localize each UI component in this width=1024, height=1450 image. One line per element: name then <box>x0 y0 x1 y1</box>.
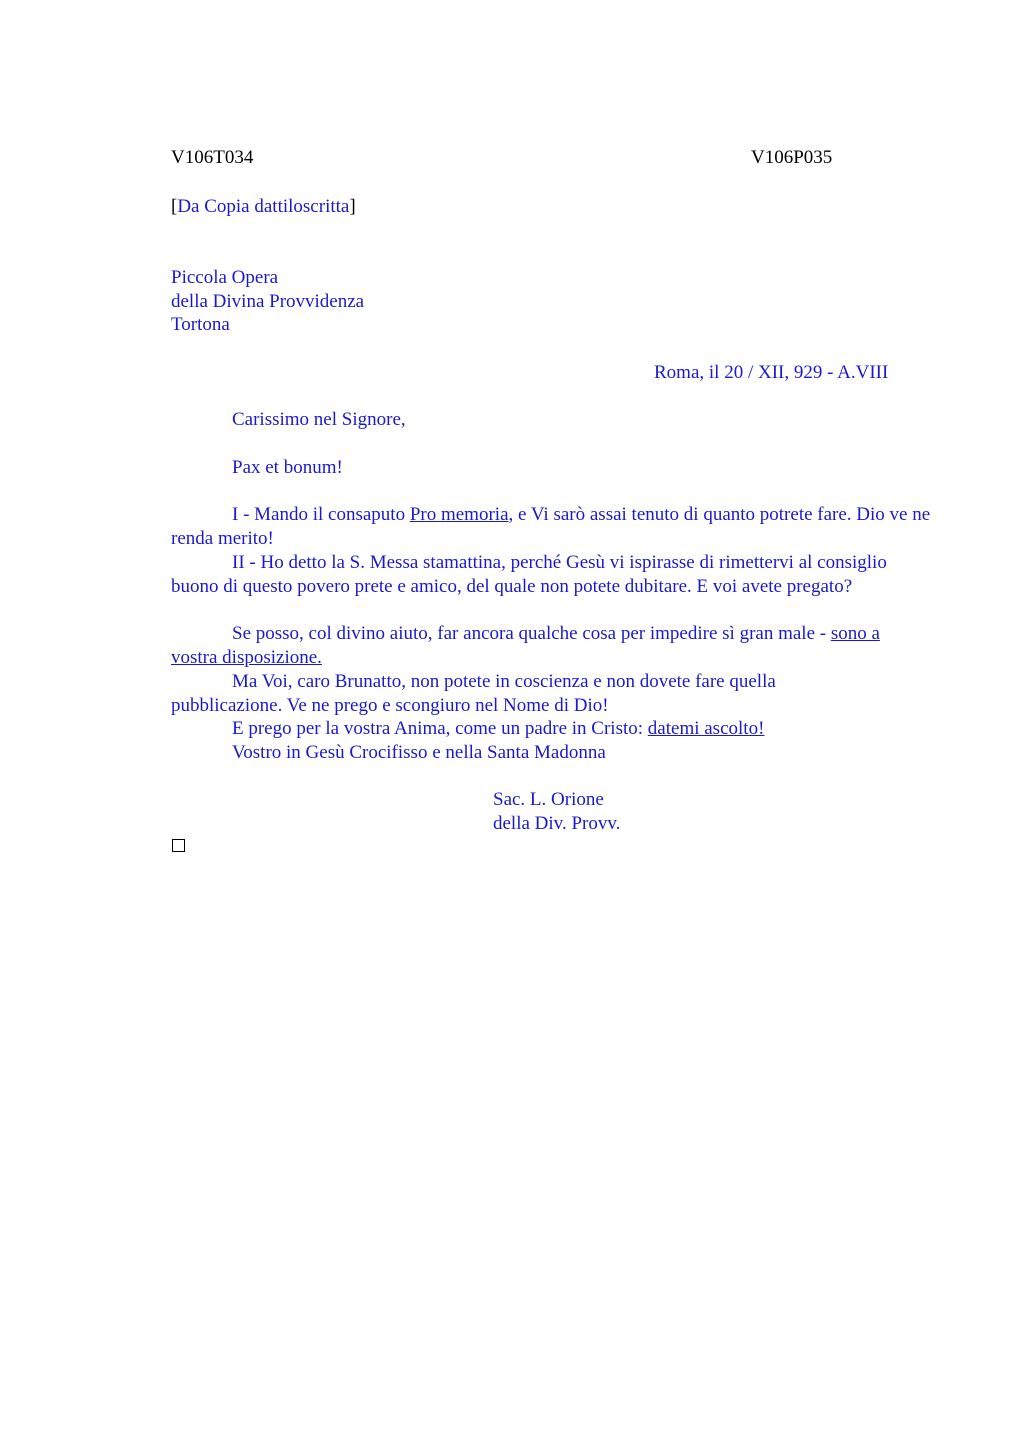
source-note <box>171 195 356 219</box>
document-code-right: V106P035 <box>751 147 833 168</box>
greeting: Pax et bonum! <box>232 457 343 478</box>
sender-line-2: della Divina Provvidenza <box>171 291 365 312</box>
document-code-left: V106T034 <box>171 147 254 168</box>
letter-date: Roma, il 20 / XII, 929 - A.VIII <box>654 362 889 383</box>
paragraph-1 <box>171 503 931 550</box>
sender-line-3: Tortona <box>171 314 230 335</box>
paragraph-5 <box>232 717 764 741</box>
disposizione-link: sono a vostra disposizione. <box>171 623 880 668</box>
paragraph-1-text-before: I - Mando il consaputo <box>232 504 410 525</box>
closing-line: Vostro in Gesù Crocifisso e nella Santa Madonna <box>232 742 606 763</box>
paragraph-2-text: II - Ho detto la S. Messa stamattina, perché Gesù vi ispirasse di rimettervi al consiglio buono di questo povero prete e amico, del quale non potete dubitare. E voi avete pregato? <box>171 552 887 597</box>
signature-line-2: della Div. Provv. <box>493 813 621 834</box>
source-note-open-bracket: [ <box>171 196 178 217</box>
paragraph-3-text-before: Se posso, col divino aiuto, far ancora qualche cosa per impedire sì gran male - <box>232 623 831 644</box>
paragraph-5-text-before: E prego per la vostra Anima, come un padre in Cristo: <box>232 718 648 739</box>
source-note-text: Da Copia dattiloscritta <box>177 196 350 217</box>
signature-line-1: Sac. L. Orione <box>493 789 604 810</box>
paragraph-3 <box>171 622 931 669</box>
paragraph-2 <box>171 551 931 598</box>
paragraph-4-text: Ma Voi, caro Brunatto, non potete in coscienza e non dovete fare quella pubblicazione. Ve ne prego e scongiuro nel Nome di Dio! <box>171 671 776 716</box>
paragraph-1-text-after: , e Vi sarò assai tenuto di quanto potrete fare. Dio ve ne renda merito! <box>171 504 931 549</box>
datemi-ascolto-link: datemi ascolto! <box>647 718 765 739</box>
pro-memoria-link: Pro memoria <box>409 504 509 525</box>
salutation: Carissimo nel Signore, <box>232 409 406 430</box>
paragraph-4 <box>171 670 891 717</box>
source-note-close-bracket: ] <box>349 196 356 217</box>
sender-line-1: Piccola Opera <box>171 267 279 288</box>
end-mark-box-icon <box>172 839 185 852</box>
